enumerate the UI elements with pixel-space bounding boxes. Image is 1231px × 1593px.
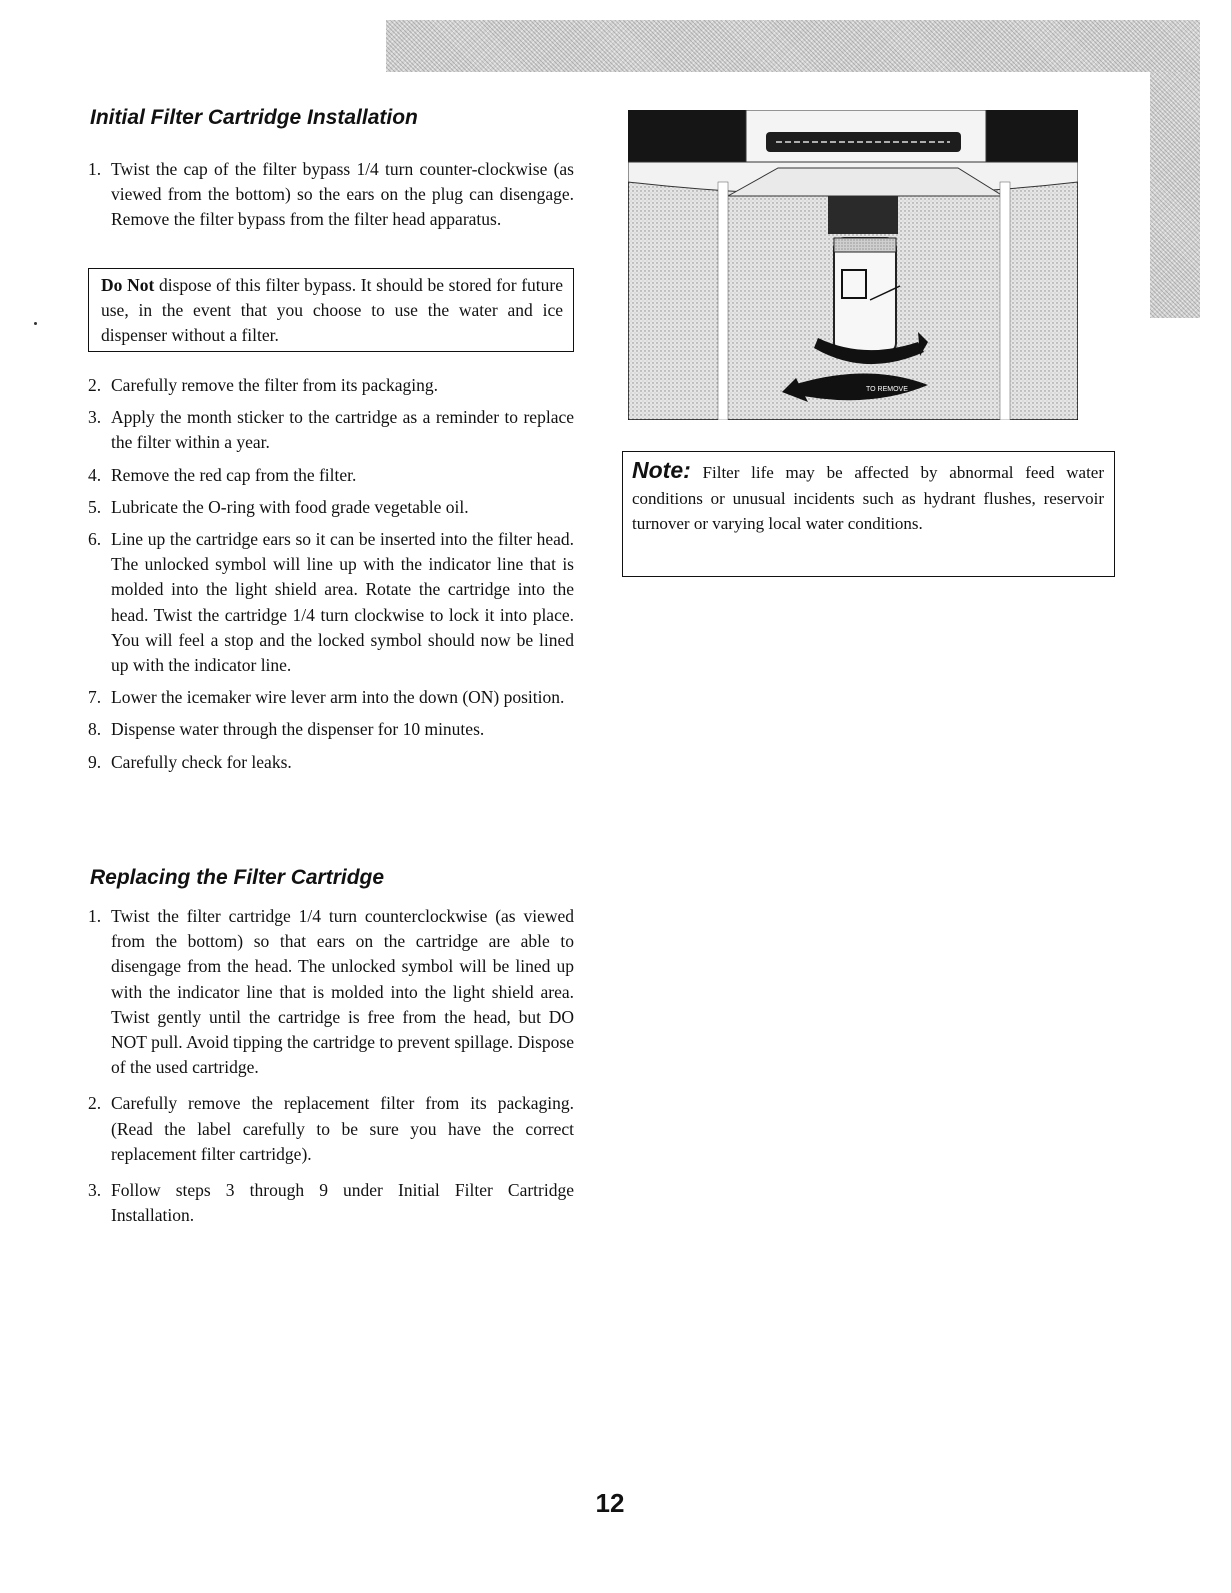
list-item: 3. Follow steps 3 through 9 under Initial Filter Cartridge Installation.	[88, 1180, 574, 1226]
scan-speck	[34, 322, 37, 325]
list-item: 2. Carefully remove the replacement filter from its packaging. (Read the label carefully to be sure you have the correct replacement filter cartridge).	[88, 1093, 574, 1164]
list-item: 2. Carefully remove the filter from its packaging.	[88, 375, 439, 395]
filter-head-socket	[828, 196, 898, 234]
page-number: 12	[595, 1488, 625, 1518]
initial-steps-list	[88, 373, 574, 782]
step-text: Remove the red cap from the filter.	[111, 464, 357, 485]
caution-text: dispose of this filter bypass. It should be stored for future use, in the event that you choose to use the water and ice dispenser without a filter.	[101, 275, 563, 346]
section-title-initial-installation: Initial Filter Cartridge Installation	[90, 106, 418, 129]
step-text: Apply the month sticker to the cartridge as a reminder to replace the filter within a year.	[111, 407, 574, 453]
filter-cartridge-illustration	[628, 110, 1078, 420]
list-item: 4. Remove the red cap from the filter.	[88, 464, 357, 485]
replacing-steps-list	[88, 904, 574, 1235]
side-decoration-bar	[1150, 72, 1200, 318]
step-text: Carefully remove the replacement filter from its packaging. (Read the label carefully to be sure you have the correct replacement filter cartridge).	[111, 1093, 574, 1164]
header-decoration-bar	[386, 20, 1200, 72]
section-title-replacing: Replacing the Filter Cartridge	[90, 866, 385, 889]
step-text: Line up the cartridge ears so it can be inserted into the filter head. The unlocked symbol will line up with the indicator line that is molded into the light shield area. Rotate the cartridge into the head. Twist the cartridge 1/4 turn clockwise to lock it into place. You will feel a stop and the locked symbol should now be lined up with the indicator line.	[111, 529, 574, 676]
list-item: 1. Twist the cap of the filter bypass 1/4 turn counter-clockwise (as viewed from the bottom) so the ears on the plug can disengage. Remove the filter bypass from the filter head apparatus.	[88, 159, 574, 230]
step-text: Carefully remove the filter from its packaging.	[111, 375, 439, 395]
list-item: 9. Carefully check for leaks.	[88, 751, 292, 772]
list-item: 6. Line up the cartridge ears so it can be inserted into the filter head. The unlocked symbol will line up with the indicator line that is molded into the light shield area. Rotate the cartridge into the head. Twist the cartridge 1/4 turn clockwise to lock it into place. You will feel a stop and the locked symbol should now be lined up with the indicator line.	[88, 529, 574, 676]
note-text: Filter life may be affected by abnormal feed water conditions or unusual incidents such as hydrant flushes, reservoir turnover or varying local water conditions.	[632, 463, 1105, 533]
list-item: 3. Apply the month sticker to the cartridge as a reminder to replace the filter within a year.	[88, 407, 574, 453]
step-text: Twist the filter cartridge 1/4 turn counterclockwise (as viewed from the bottom) so that ears on the cartridge are able to disengage from the head. The unlocked symbol will be lined up with the indicator line that is molded into the light shield area. Twist gently until the cartridge is free from the head, but DO NOT pull. Avoid tipping the cartridge to prevent spillage. Dispose of the used cartridge.	[111, 906, 574, 1078]
step-text: Lower the icemaker wire lever arm into the down (ON) position.	[111, 687, 565, 708]
caution-box	[88, 268, 574, 352]
list-item: 5. Lubricate the O-ring with food grade vegetable oil.	[88, 496, 469, 517]
step-text: Twist the cap of the filter bypass 1/4 turn counter-clockwise (as viewed from the bottom) so the ears on the plug can disengage. Remove the filter bypass from the filter head apparatus.	[111, 159, 574, 230]
list-item: 1. Twist the filter cartridge 1/4 turn counterclockwise (as viewed from the bottom) so that ears on the cartridge are able to disengage from the head. The unlocked symbol will be lined up with the indicator line that is molded into the light shield area. Twist gently until the cartridge is free from the head, but DO NOT pull. Avoid tipping the cartridge to prevent spillage. Dispose of the used cartridge.	[88, 906, 574, 1078]
initial-step-1-list	[88, 157, 574, 240]
caution-bold-label: Do Not	[101, 275, 155, 295]
step-text: Dispense water through the dispenser for 10 minutes.	[111, 719, 485, 740]
step-text: Carefully check for leaks.	[111, 751, 292, 772]
step-text: Lubricate the O-ring with food grade vegetable oil.	[111, 496, 469, 517]
step-text: Follow steps 3 through 9 under Initial Filter Cartridge Installation.	[111, 1180, 574, 1226]
list-item: 8. Dispense water through the dispenser for 10 minutes.	[88, 719, 485, 740]
note-box	[622, 451, 1115, 577]
list-item: 7. Lower the icemaker wire lever arm into the down (ON) position.	[88, 687, 565, 708]
arrow-label: TO REMOVE	[866, 386, 908, 393]
note-label: Note:	[632, 457, 691, 483]
